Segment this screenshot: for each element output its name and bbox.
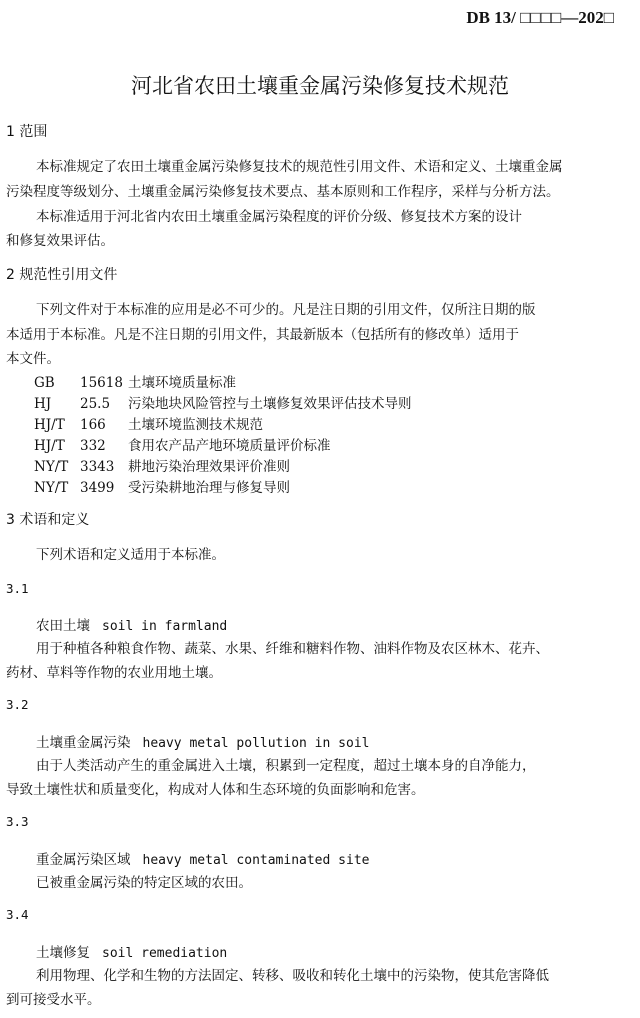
term-number: 3.2: [6, 697, 29, 712]
term-heading: [36, 941, 227, 961]
term-en: soil remediation: [102, 946, 228, 961]
paragraph-line: 本标准适用于河北省内农田土壤重金属污染程度的评价分级、修复技术方案的设计: [36, 209, 522, 225]
paragraph-line: 和修复效果评估。: [6, 233, 114, 249]
reference-code: NY/T: [34, 459, 69, 475]
reference-title: 污染地块风险管控与土壤修复效果评估技术导则: [128, 396, 412, 412]
reference-code: HJ: [34, 396, 52, 412]
reference-number: 166: [80, 417, 106, 433]
paragraph-line: 本适用于本标准。凡是不注日期的引用文件，其最新版本（包括所有的修改单）适用于: [6, 327, 519, 343]
reference-item: [34, 476, 290, 496]
term-definition-line: 利用物理、化学和生物的方法固定、转移、吸收和转化土壤中的污染物，使其危害降低: [36, 968, 549, 984]
term-en: heavy metal contaminated site: [142, 853, 370, 868]
term-definition-line: 由于人类活动产生的重金属进入土壤，积累到一定程度，超过土壤本身的自净能力，: [36, 758, 536, 774]
paragraph-line: 本文件。: [6, 351, 60, 367]
document-title: 河北省农田土壤重金属污染修复技术规范: [131, 74, 509, 98]
reference-number: 3343: [80, 459, 115, 475]
term-cn: 土壤修复: [36, 945, 90, 961]
reference-code: HJ/T: [34, 417, 65, 433]
reference-item: [34, 413, 263, 433]
term-definition-line: 用于种植各种粮食作物、蔬菜、水果、纤维和糖料作物、油料作物及农区林木、花卉、: [36, 641, 549, 657]
reference-item: [34, 455, 290, 475]
term-cn: 农田土壤: [36, 618, 90, 634]
standard-code: DB 13/ □□□□—202□: [466, 8, 614, 27]
term-cn: 土壤重金属污染: [36, 735, 131, 751]
paragraph-line: 污染程度等级划分、土壤重金属污染修复技术要点、基本原则和工作程序，采样与分析方法。: [6, 184, 560, 200]
reference-item: [34, 434, 331, 454]
reference-title: 受污染耕地治理与修复导则: [128, 480, 290, 496]
reference-number: 3499: [80, 480, 115, 496]
paragraph-line: 下列文件对于本标准的应用是必不可少的。凡是注日期的引用文件，仅所注日期的版: [36, 302, 536, 318]
term-heading: [36, 848, 369, 868]
reference-title: 食用农产品产地环境质量评价标准: [128, 438, 331, 454]
reference-code: NY/T: [34, 480, 69, 496]
term-en: soil in farmland: [102, 619, 228, 634]
term-definition-line: 药材、草料等作物的农业用地土壤。: [6, 665, 222, 681]
reference-number: 25.5: [80, 396, 111, 412]
reference-item: [34, 392, 412, 412]
reference-code: HJ/T: [34, 438, 65, 454]
reference-title: 土壤环境质量标准: [128, 375, 236, 391]
term-definition-line: 导致土壤性状和质量变化，构成对人体和生态环境的负面影响和危害。: [6, 782, 425, 798]
reference-number: 15618: [80, 375, 123, 391]
section-2-heading: 2 规范性引用文件: [6, 267, 118, 283]
section-3-heading: 3 术语和定义: [6, 512, 90, 528]
paragraph-line: 本标准规定了农田土壤重金属污染修复技术的规范性引用文件、术语和定义、土壤重金属: [36, 159, 563, 175]
reference-number: 332: [80, 438, 106, 454]
section-1-heading: 1 范围: [6, 124, 48, 140]
term-en: heavy metal pollution in soil: [142, 736, 370, 751]
reference-code: GB: [34, 375, 55, 391]
term-definition-line: 到可接受水平。: [6, 992, 101, 1008]
term-number: 3.3: [6, 814, 29, 829]
term-number: 3.4: [6, 907, 29, 922]
term-cn: 重金属污染区域: [36, 852, 131, 868]
term-heading: [36, 614, 227, 634]
reference-item: [34, 371, 236, 391]
term-definition-line: 已被重金属污染的特定区域的农田。: [36, 875, 252, 891]
reference-title: 土壤环境监测技术规范: [128, 417, 263, 433]
paragraph-line: 下列术语和定义适用于本标准。: [36, 547, 225, 563]
reference-title: 耕地污染治理效果评价准则: [128, 459, 290, 475]
term-number: 3.1: [6, 581, 29, 596]
term-heading: [36, 731, 369, 751]
